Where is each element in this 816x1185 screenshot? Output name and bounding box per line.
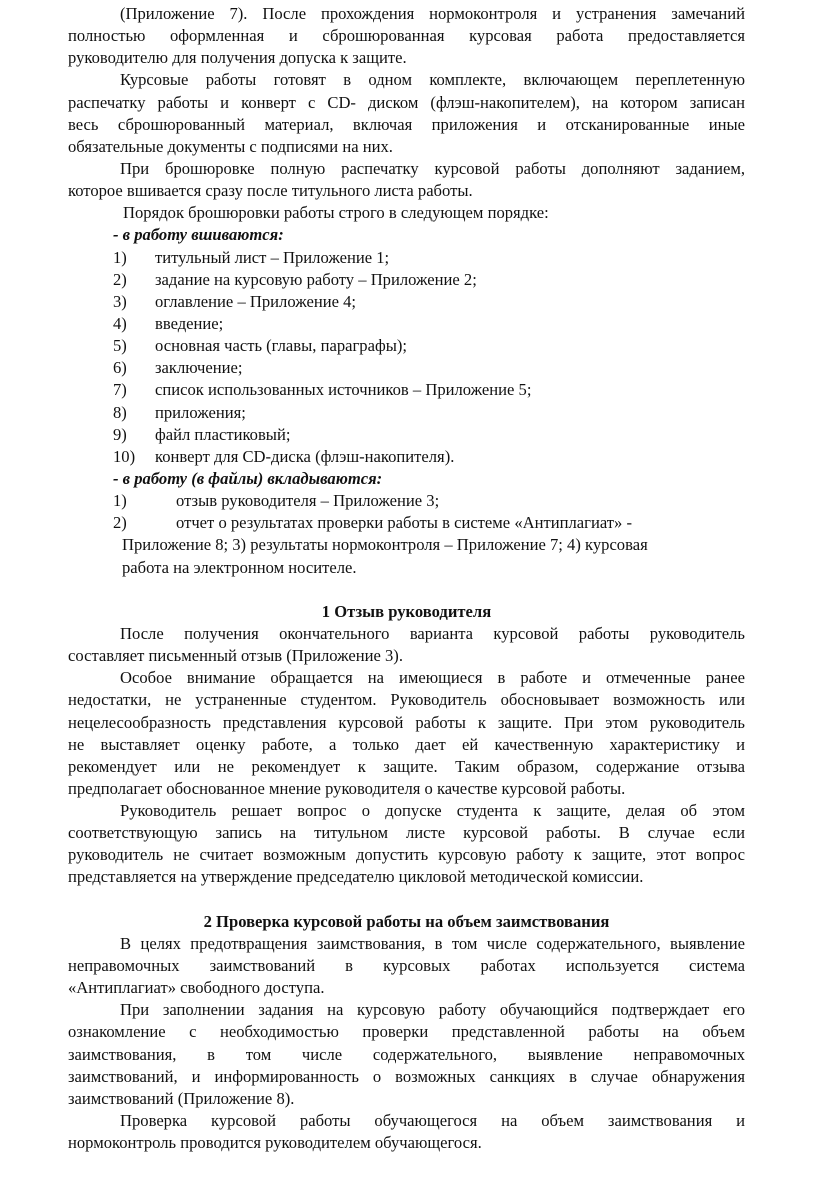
list-item-text: основная часть (главы, параграфы); bbox=[155, 336, 407, 356]
text-line: Курсовые работы готовят в одном комплекте, включающем переплетенную bbox=[120, 70, 745, 90]
text-line: которое вшивается сразу после титульного листа работы. bbox=[68, 181, 473, 201]
text-line: «Антиплагиат» свободного доступа. bbox=[68, 978, 325, 998]
text-line: нормоконтроль проводится руководителем обучающегося. bbox=[68, 1133, 482, 1153]
list-item bbox=[68, 424, 745, 446]
text-line: рекомендует или не рекомендует к защите. Таким образом, содержание отзыва bbox=[68, 756, 745, 776]
list-item bbox=[68, 512, 745, 534]
list-item bbox=[68, 357, 745, 379]
text-line: Приложение 8; 3) результаты нормоконтроля – Приложение 7; 4) курсовая bbox=[122, 535, 648, 555]
text-line: распечатку работы и конверт с CD- диском (флэш-накопителем), на котором записан bbox=[68, 92, 745, 112]
section-heading: 1 Отзыв руководителя bbox=[321, 601, 492, 621]
text-line: полностью оформленная и сброшюрованная курсовая работа предоставляется bbox=[68, 26, 745, 46]
section-heading: 2 Проверка курсовой работы на объем заимствования bbox=[203, 911, 610, 931]
list-item bbox=[68, 247, 745, 269]
document-page bbox=[68, 3, 745, 1154]
list-item-number: 9) bbox=[113, 424, 127, 444]
text-line: руководителю для получения допуска к защите. bbox=[68, 48, 407, 68]
list-item-text: приложения; bbox=[155, 402, 246, 422]
text-line: не выставляет оценку работе, а только дает ей качественную характеристику и bbox=[68, 734, 745, 754]
list-item-number: 2) bbox=[113, 513, 127, 533]
text-line: недостатки, не устраненные студентом. Руководитель обосновывает возможность или bbox=[68, 690, 745, 710]
list-item-number: 4) bbox=[113, 313, 127, 333]
list-item-text: отзыв руководителя – Приложение 3; bbox=[176, 491, 440, 511]
list-item-number: 6) bbox=[113, 358, 127, 378]
list-item-text: задание на курсовую работу – Приложение 2; bbox=[155, 269, 477, 289]
text-line: руководитель не считает возможным допустить курсовую работу к защите, этот вопрос bbox=[68, 845, 745, 865]
list-item-text: отчет о результатах проверки работы в системе «Антиплагиат» - bbox=[176, 513, 632, 533]
text-line: обязательные документы с подписями на них. bbox=[68, 136, 393, 156]
text-line: весь сброшюрованный материал, включая приложения и отсканированные иные bbox=[68, 114, 745, 134]
text-line: В целях предотвращения заимствования, в том числе содержательного, выявление bbox=[120, 933, 745, 953]
list-item-text: файл пластиковый; bbox=[155, 424, 291, 444]
list-item bbox=[68, 269, 745, 291]
text-line: нецелесообразность представления курсовой работы к защите. При этом руководитель bbox=[68, 712, 745, 732]
text-line: составляет письменный отзыв (Приложение 3). bbox=[68, 646, 403, 666]
list-item bbox=[68, 490, 745, 512]
text-line: неправомочных заимствований в курсовых работах используется система bbox=[68, 956, 745, 976]
list-item-number: 8) bbox=[113, 402, 127, 422]
blank-line bbox=[68, 579, 745, 601]
list-item bbox=[68, 313, 745, 335]
text-line: предполагает обоснованное мнение руководителя о качестве курсовой работы. bbox=[68, 778, 626, 798]
list-heading: - в работу вшиваются: bbox=[113, 225, 284, 245]
text-line: Проверка курсовой работы обучающегося на объем заимствования и bbox=[120, 1111, 745, 1131]
text-line: При брошюровке полную распечатку курсовой работы дополняют заданием, bbox=[120, 158, 745, 178]
list-item-text: оглавление – Приложение 4; bbox=[155, 291, 357, 311]
list-item bbox=[68, 446, 745, 468]
list-item-number: 3) bbox=[113, 291, 127, 311]
list-item-number: 2) bbox=[113, 269, 127, 289]
list-item bbox=[68, 291, 745, 313]
text-line: ознакомление с необходимостью проверки представленной работы на объем bbox=[68, 1022, 745, 1042]
list-item-text: конверт для CD-диска (флэш-накопителя). bbox=[155, 446, 455, 466]
list-item-text: список использованных источников – Приложение 5; bbox=[155, 380, 532, 400]
list-item-text: введение; bbox=[155, 313, 224, 333]
text-line: заимствования, в том числе содержательного, выявление неправомочных bbox=[68, 1044, 745, 1064]
text-line: Порядок брошюровки работы строго в следующем порядке: bbox=[123, 203, 549, 223]
text-line: После получения окончательного варианта курсовой работы руководитель bbox=[120, 623, 745, 643]
text-line: соответствующую запись на титульном листе курсовой работы. В случае если bbox=[68, 823, 745, 843]
list-item-number: 1) bbox=[113, 247, 127, 267]
text-line: представляется на утверждение председателю цикловой методической комиссии. bbox=[68, 867, 644, 887]
list-item bbox=[68, 335, 745, 357]
list-item-text: заключение; bbox=[155, 358, 243, 378]
text-line: Особое внимание обращается на имеющиеся в работе и отмеченные ранее bbox=[120, 668, 745, 688]
blank-line bbox=[68, 889, 745, 911]
list-item bbox=[68, 402, 745, 424]
list-heading: - в работу (в файлы) вкладываются: bbox=[113, 468, 383, 488]
list-item-number: 7) bbox=[113, 380, 127, 400]
text-line: заимствований, и информированность о возможных санкциях в случае обнаружения bbox=[68, 1066, 745, 1086]
text-line: Руководитель решает вопрос о допуске студента к защите, делая об этом bbox=[120, 801, 745, 821]
text-line: При заполнении задания на курсовую работу обучающийся подтверждает его bbox=[120, 1000, 745, 1020]
list-item-number: 5) bbox=[113, 336, 127, 356]
list-item-text: титульный лист – Приложение 1; bbox=[155, 247, 390, 267]
list-item-number: 1) bbox=[113, 491, 127, 511]
list-item-number: 10) bbox=[113, 446, 136, 466]
text-line: (Приложение 7). После прохождения нормоконтроля и устранения замечаний bbox=[120, 4, 745, 23]
text-line: работа на электронном носителе. bbox=[122, 557, 357, 577]
list-item bbox=[68, 379, 745, 401]
text-line: заимствований (Приложение 8). bbox=[68, 1088, 295, 1108]
